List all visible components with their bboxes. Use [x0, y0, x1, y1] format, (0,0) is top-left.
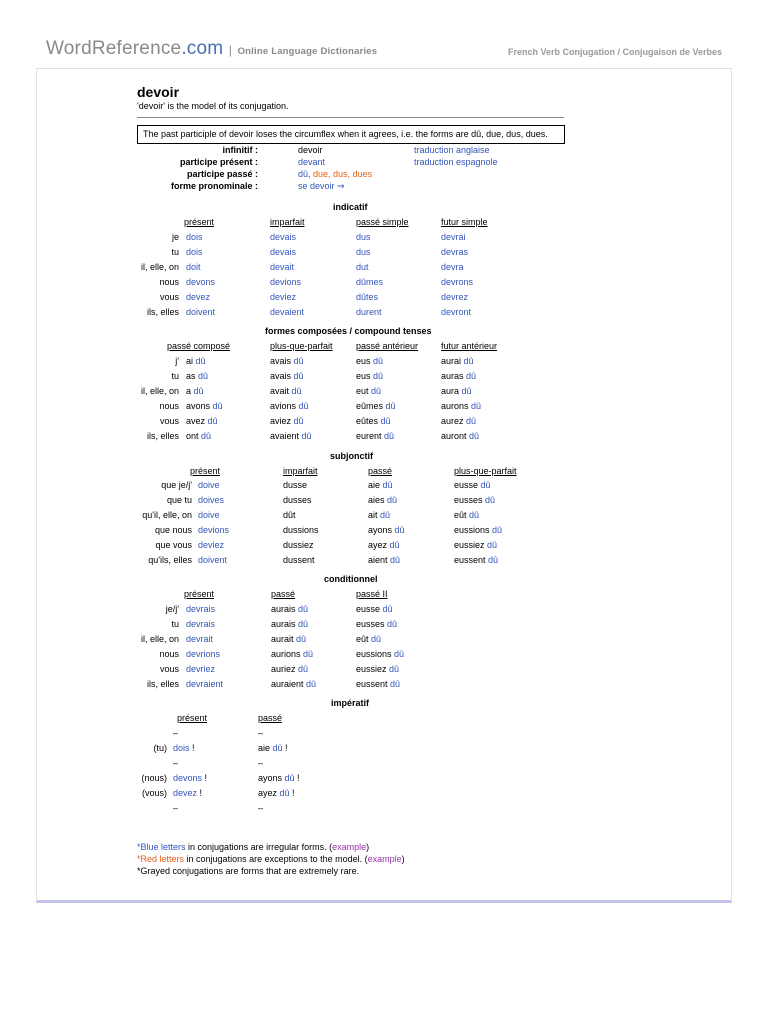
pronoun: je: [171, 232, 179, 242]
participle: dû: [195, 356, 206, 366]
auxiliary: aurai: [441, 356, 464, 366]
dash: –: [258, 728, 264, 738]
auxiliary: ont: [186, 431, 202, 441]
punct: !: [202, 773, 208, 783]
conj-form: [186, 401, 223, 411]
conj-form: devaient: [270, 307, 305, 317]
auxiliary: eût: [454, 510, 470, 520]
conj-form: dussions: [283, 525, 319, 535]
auxiliary: as: [186, 371, 199, 381]
col-header: présent: [190, 466, 221, 476]
auxiliary: eusse: [454, 480, 481, 490]
auxiliary: avait: [270, 386, 292, 396]
conj-form: [271, 664, 308, 674]
participle: dû: [301, 431, 312, 441]
col-header: passé simple: [356, 217, 409, 227]
conj-form: [173, 743, 195, 753]
auxiliary: eussent: [454, 555, 489, 565]
conj-form: [186, 416, 218, 426]
participle: dû: [207, 416, 218, 426]
auxiliary: eut: [356, 386, 372, 396]
conj-form: dusse: [283, 480, 308, 490]
conj-form: devrais: [186, 604, 216, 614]
info-label: participe présent :: [179, 157, 258, 167]
auxiliary: ayez: [368, 540, 390, 550]
conj-form: [454, 540, 497, 550]
conj-form: [454, 480, 491, 490]
pronoun: ils, elles: [146, 679, 179, 689]
auxiliary: aura: [441, 386, 462, 396]
info-label: infinitif :: [222, 145, 258, 155]
dash: –: [258, 803, 264, 813]
participle-form: dus,: [333, 169, 353, 179]
col-header: passé: [258, 713, 283, 723]
participle: dû: [485, 495, 496, 505]
participle: dû: [380, 510, 391, 520]
auxiliary: avais: [270, 356, 294, 366]
auxiliary: eusses: [454, 495, 486, 505]
auxiliary: eus: [356, 371, 374, 381]
participle: dû: [298, 664, 309, 674]
punct: !: [289, 788, 295, 798]
col-header: présent: [177, 713, 208, 723]
verb-form: dois: [173, 743, 190, 753]
conj-form: [441, 416, 476, 426]
auxiliary: auront: [441, 431, 470, 441]
conj-form: dût: [283, 510, 296, 520]
conj-form: [368, 540, 400, 550]
conj-form: devrez: [441, 292, 469, 302]
auxiliary: auraient: [271, 679, 307, 689]
footnote-blue-label: *Blue letters: [137, 842, 186, 852]
conj-form: devra: [441, 262, 464, 272]
participle-form: due,: [313, 169, 334, 179]
conj-form: [356, 416, 391, 426]
conj-form: doives: [198, 495, 225, 505]
divider: [137, 117, 564, 118]
conj-form: [356, 431, 394, 441]
participle: dû: [394, 525, 405, 535]
footnote-red-text: in conjugations are exceptions to the model. (: [184, 854, 368, 864]
verb-form: devons: [173, 773, 203, 783]
logo-tagline: Online Language Dictionaries: [237, 46, 378, 57]
conj-form: doive: [198, 480, 220, 490]
col-header: plus-que-parfait: [270, 341, 333, 351]
auxiliary: eûtes: [356, 416, 381, 426]
conj-form: [356, 649, 404, 659]
participle: dû: [298, 604, 309, 614]
participle: dû: [193, 386, 204, 396]
conj-form: [356, 634, 381, 644]
conj-form: dûmes: [356, 277, 384, 287]
conj-form: [454, 495, 495, 505]
pronoun: que tu: [166, 495, 192, 505]
logo-separator: |: [228, 43, 233, 57]
section-title-composees: formes composées / compound tenses: [265, 326, 432, 336]
participle: dû: [466, 416, 477, 426]
auxiliary: auras: [441, 371, 467, 381]
conj-form: devrions: [186, 649, 221, 659]
participle: dû: [380, 416, 391, 426]
punct: !: [294, 773, 300, 783]
pronominal-link[interactable]: se devoir ⇒: [298, 181, 345, 191]
conj-form: [368, 555, 400, 565]
conj-form: devais: [270, 247, 297, 257]
col-header: passé composé: [167, 341, 231, 351]
auxiliary: aie: [368, 480, 383, 490]
conj-form: [173, 773, 207, 783]
participle: dû: [488, 555, 499, 565]
conj-form: devrai: [441, 232, 466, 242]
conj-form: dois: [186, 247, 203, 257]
conj-form: [270, 416, 304, 426]
conj-form: [441, 386, 472, 396]
conj-form: devez: [186, 292, 211, 302]
dash: –: [173, 758, 179, 768]
footnote-red: [137, 854, 405, 864]
auxiliary: aurez: [441, 416, 467, 426]
pronoun: (nous): [141, 773, 167, 783]
participle: dû: [461, 386, 472, 396]
section-title-imperatif: impératif: [331, 698, 370, 708]
auxiliary: eussent: [356, 679, 391, 689]
participle: dû: [284, 773, 295, 783]
conj-form: [270, 401, 309, 411]
example-link[interactable]: example: [367, 854, 402, 864]
auxiliary: avons: [186, 401, 213, 411]
conj-form: [186, 386, 204, 396]
pronoun: vous: [159, 416, 179, 426]
auxiliary: avaient: [270, 431, 302, 441]
auxiliary: ayez: [258, 788, 280, 798]
info-value: devoir: [298, 145, 323, 155]
conj-form: [356, 664, 399, 674]
participle: dû: [469, 510, 480, 520]
section-title-indicatif: indicatif: [333, 202, 368, 212]
pronoun: vous: [159, 292, 179, 302]
pronoun: il, elle, on: [140, 634, 179, 644]
conj-form: devais: [270, 232, 297, 242]
participle: dû: [394, 649, 405, 659]
conj-form: doit: [186, 262, 201, 272]
col-header: futur antérieur: [441, 341, 498, 351]
auxiliary: a: [186, 386, 194, 396]
participle-form: dues: [352, 169, 373, 179]
participle: dû: [198, 371, 209, 381]
conj-form: [441, 371, 476, 381]
participle: dû: [384, 431, 395, 441]
participle: dû: [389, 664, 400, 674]
conj-form: [356, 604, 393, 614]
conj-form: [258, 773, 300, 783]
dash: –: [173, 803, 179, 813]
auxiliary: ayons: [258, 773, 285, 783]
conj-form: [356, 619, 397, 629]
pronoun: tu: [171, 247, 179, 257]
footnote-gray: *Grayed conjugations are forms that are extremely rare.: [137, 866, 360, 876]
conj-form: dusses: [283, 495, 312, 505]
conj-form: dussent: [283, 555, 315, 565]
participle: dû: [293, 371, 304, 381]
pronoun: ils, elles: [146, 431, 179, 441]
pronoun: il, elle, on: [140, 386, 179, 396]
auxiliary: eurent: [356, 431, 385, 441]
auxiliary: aurait: [271, 634, 297, 644]
page-section-title: French Verb Conjugation / Conjugaison de Verbes: [507, 47, 722, 57]
auxiliary: eusses: [356, 619, 388, 629]
paren-close: ): [366, 842, 370, 852]
conj-form: devait: [270, 262, 295, 272]
translation-link[interactable]: traduction espagnole: [414, 157, 498, 167]
footnote-red-label: *Red letters: [137, 854, 185, 864]
punct: !: [189, 743, 195, 753]
auxiliary: eussiez: [454, 540, 488, 550]
participle: dû: [293, 356, 304, 366]
conj-form: [441, 401, 481, 411]
participle: dû: [390, 679, 401, 689]
punct: !: [197, 788, 203, 798]
conj-form: [258, 788, 295, 798]
verb-title: devoir: [137, 84, 180, 100]
participle: dû: [487, 540, 498, 550]
pronoun: vous: [159, 664, 179, 674]
conj-form: [454, 510, 479, 520]
pronoun: tu: [171, 619, 179, 629]
col-header: futur simple: [441, 217, 488, 227]
auxiliary: avez: [186, 416, 208, 426]
conj-form: doivent: [186, 307, 216, 317]
conj-form: devraient: [186, 679, 224, 689]
pronoun: (tu): [153, 743, 167, 753]
col-header: passé II: [356, 589, 388, 599]
conj-form: dus: [356, 232, 371, 242]
auxiliary: eût: [356, 634, 372, 644]
conj-form: devriez: [186, 664, 216, 674]
auxiliary: eusse: [356, 604, 383, 614]
participle: dû: [469, 431, 480, 441]
auxiliary: auriez: [271, 664, 299, 674]
auxiliary: ait: [368, 510, 381, 520]
participle: dû: [306, 679, 317, 689]
col-header: imparfait: [270, 217, 305, 227]
participle: dû: [298, 401, 309, 411]
conj-form: durent: [356, 307, 382, 317]
col-header: imparfait: [283, 466, 318, 476]
info-value: [298, 169, 372, 179]
pronoun: nous: [159, 649, 179, 659]
participle-form: dû,: [298, 169, 314, 179]
participle: dû: [389, 540, 400, 550]
auxiliary: ayons: [368, 525, 395, 535]
dash: –: [173, 728, 179, 738]
pronoun: ils, elles: [146, 307, 179, 317]
auxiliary: eussiez: [356, 664, 390, 674]
col-header: passé: [271, 589, 296, 599]
col-header: présent: [184, 217, 215, 227]
participle-note-box: The past participle of devoir loses the circumflex when it agrees, i.e. the forms are dû, due, dus, dues.: [137, 125, 565, 144]
participle: dû: [201, 431, 212, 441]
participle: dû: [466, 371, 477, 381]
auxiliary: aurais: [271, 619, 299, 629]
participle: dû: [293, 416, 304, 426]
paren-close: ): [401, 854, 405, 864]
conj-form: [356, 401, 396, 411]
auxiliary: avions: [270, 401, 299, 411]
pronoun: je/j': [165, 604, 179, 614]
section-title-conditionnel: conditionnel: [324, 574, 378, 584]
translation-link[interactable]: traduction anglaise: [414, 145, 490, 155]
pronoun: (vous): [141, 788, 167, 798]
pronoun: tu: [171, 371, 179, 381]
pronoun: que vous: [155, 540, 192, 550]
conj-form: [270, 386, 302, 396]
pronoun: qu'il, elle, on: [142, 510, 192, 520]
conj-form: devrais: [186, 619, 216, 629]
auxiliary: aie: [258, 743, 273, 753]
participle: dû: [373, 371, 384, 381]
conj-form: [270, 431, 312, 441]
conj-form: dut: [356, 262, 369, 272]
participle: dû: [298, 619, 309, 629]
conj-form: [356, 356, 383, 366]
auxiliary: ai: [186, 356, 196, 366]
conj-form: [454, 525, 502, 535]
dash: –: [258, 758, 264, 768]
col-header: passé: [368, 466, 393, 476]
conj-form: [441, 356, 474, 366]
conj-form: [271, 604, 308, 614]
participle: dû: [296, 634, 307, 644]
conj-form: deviez: [270, 292, 297, 302]
conj-form: [368, 510, 390, 520]
conj-form: devons: [186, 277, 216, 287]
participle: dû: [463, 356, 474, 366]
pronoun: j': [175, 356, 179, 366]
auxiliary: aurons: [441, 401, 472, 411]
participle: dû: [382, 480, 393, 490]
conj-form: [186, 431, 211, 441]
participle: dû: [385, 401, 396, 411]
conj-form: doivent: [198, 555, 228, 565]
conj-form: [271, 634, 306, 644]
participle: dû: [390, 555, 401, 565]
pronoun: que nous: [154, 525, 192, 535]
conj-form: doive: [198, 510, 220, 520]
participle: dû: [371, 634, 382, 644]
pronoun: nous: [159, 277, 179, 287]
info-value: devant: [298, 157, 326, 167]
conj-form: devront: [441, 307, 472, 317]
verb-form: devez: [173, 788, 198, 798]
conj-form: [454, 555, 498, 565]
conj-form: dus: [356, 247, 371, 257]
participle: dû: [373, 356, 384, 366]
col-header: passé antérieur: [356, 341, 419, 351]
participle: dû: [387, 619, 398, 629]
conj-form: [356, 679, 400, 689]
site-header: [46, 36, 726, 66]
conj-form: [186, 371, 208, 381]
participle: dû: [291, 386, 302, 396]
auxiliary: aient: [368, 555, 391, 565]
pronoun: nous: [159, 401, 179, 411]
logo-com: .com: [181, 38, 224, 59]
example-link[interactable]: example: [332, 842, 367, 852]
pronoun: il, elle, on: [140, 262, 179, 272]
auxiliary: aies: [368, 495, 388, 505]
participle: dû: [371, 386, 382, 396]
conj-form: [173, 788, 202, 798]
auxiliary: aviez: [270, 416, 294, 426]
participle: dû: [303, 649, 314, 659]
conj-form: [258, 743, 288, 753]
footnote-blue: [137, 842, 369, 852]
logo-main: WordReference: [46, 38, 182, 59]
conj-form: dois: [186, 232, 203, 242]
participle: dû: [272, 743, 283, 753]
conj-form: [356, 386, 381, 396]
conj-form: devrait: [186, 634, 214, 644]
conj-form: [271, 649, 313, 659]
conj-form: [270, 371, 304, 381]
auxiliary: eussions: [454, 525, 493, 535]
conj-form: [186, 356, 206, 366]
site-logo[interactable]: [46, 38, 377, 60]
conj-form: devras: [441, 247, 469, 257]
participle: dû: [382, 604, 393, 614]
conj-form: [368, 525, 405, 535]
auxiliary: eus: [356, 356, 374, 366]
verb-model-note: 'devoir' is the model of its conjugation.: [137, 101, 289, 111]
pronoun: que je/j': [161, 480, 192, 490]
conj-form: [271, 619, 308, 629]
conj-form: [356, 371, 383, 381]
participle: dû: [492, 525, 503, 535]
conj-form: [271, 679, 316, 689]
participle: dû: [480, 480, 491, 490]
conj-form: devions: [270, 277, 302, 287]
punct: !: [282, 743, 288, 753]
auxiliary: eussions: [356, 649, 395, 659]
auxiliary: eûmes: [356, 401, 386, 411]
conj-form: [368, 480, 393, 490]
auxiliary: aurions: [271, 649, 304, 659]
col-header: présent: [184, 589, 215, 599]
conj-form: deviez: [198, 540, 225, 550]
info-label: participe passé :: [186, 169, 258, 179]
conj-form: [270, 356, 304, 366]
section-title-subjonctif: subjonctif: [330, 451, 373, 461]
auxiliary: aurais: [271, 604, 299, 614]
info-label: forme pronominale :: [170, 181, 258, 191]
conj-form: devions: [198, 525, 230, 535]
participle: dû: [279, 788, 290, 798]
conj-form: devrons: [441, 277, 474, 287]
auxiliary: avais: [270, 371, 294, 381]
participle: dû: [387, 495, 398, 505]
participle: dû: [212, 401, 223, 411]
conj-form: dussiez: [283, 540, 314, 550]
conj-form: [368, 495, 397, 505]
footnote-blue-text: in conjugations are irregular forms. (: [185, 842, 333, 852]
conj-form: dûtes: [356, 292, 379, 302]
conj-form: [441, 431, 479, 441]
pronoun: qu'ils, elles: [148, 555, 192, 565]
participle: dû: [471, 401, 482, 411]
col-header: plus-que-parfait: [454, 466, 517, 476]
